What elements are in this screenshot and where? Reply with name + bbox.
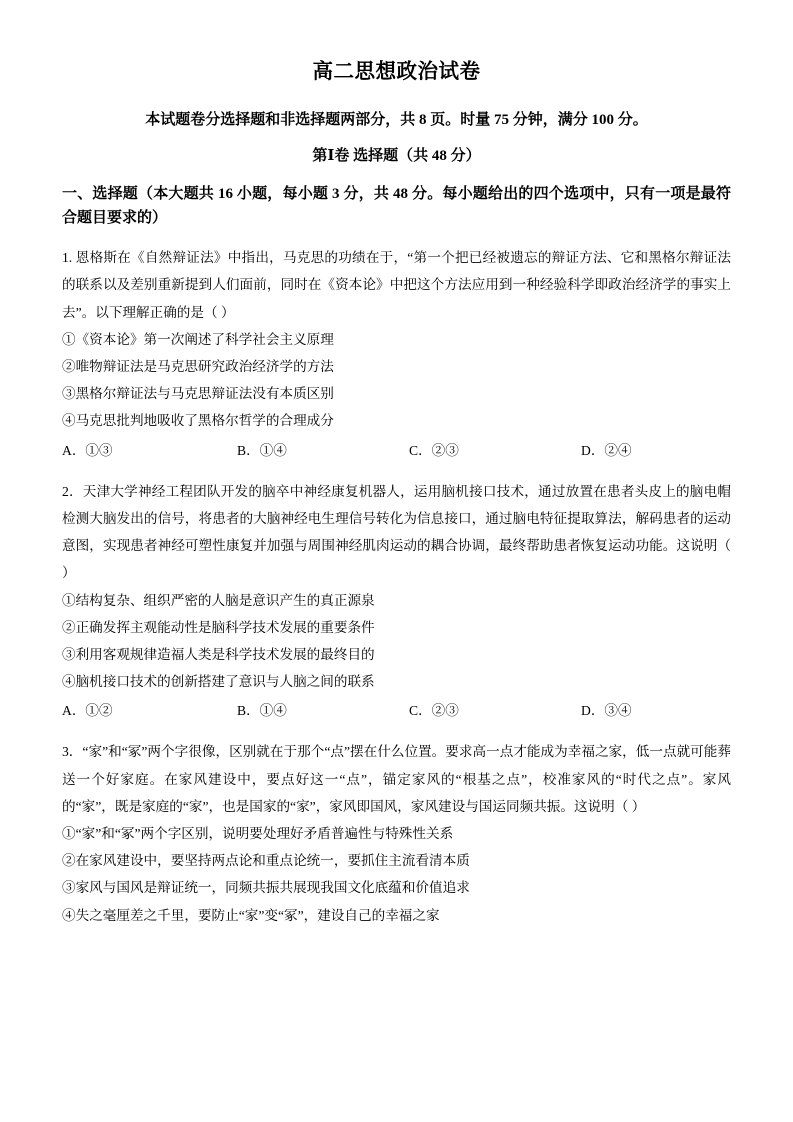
choice-c[interactable]: C．②③ bbox=[409, 703, 459, 719]
page-title: 高二思想政治试卷 bbox=[312, 61, 481, 83]
section-heading: 第Ⅰ卷 选择题（共 48 分） bbox=[312, 148, 481, 165]
question-1 bbox=[62, 244, 731, 464]
question-stem: 2．天津大学神经工程团队开发的脑卒中神经康复机器人，运用脑机接口技术，通过放置在患者头皮上的脑电帽检测大脑发出的信号，将患者的大脑神经电生理信号转化为信息接口，通过脑电特征提取算法，解码患者的运动意图，实现患者神经可塑性康复并加强与周围神经肌肉运动的耦合协调，最终帮助患者恢复运动功能。这说明（ ） bbox=[62, 483, 731, 581]
question-option: ④脑机接口技术的创新搭建了意识与人脑之间的联系 bbox=[62, 674, 375, 690]
question-option: ③黑格尔辩证法与马克思辩证法没有本质区别 bbox=[62, 386, 334, 402]
question-option: ③家风与国风是辩证统一，同频共振共展现我国文化底蕴和价值追求 bbox=[62, 880, 470, 896]
question-option: ②正确发挥主观能动性是脑科学技术发展的重要条件 bbox=[62, 619, 375, 635]
question-option: ②唯物辩证法是马克思研究政治经济学的方法 bbox=[62, 359, 334, 375]
exam-subtitle: 本试题卷分选择题和非选择题两部分，共 8 页。时量 75 分钟，满分 100 分。 bbox=[145, 111, 648, 128]
choice-b[interactable]: B．①④ bbox=[237, 703, 287, 719]
question-option: ①《资本论》第一次阐述了科学社会主义原理 bbox=[62, 331, 334, 347]
choice-d[interactable]: D．③④ bbox=[581, 703, 632, 719]
choice-b[interactable]: B．①④ bbox=[237, 442, 287, 458]
choice-c[interactable]: C．②③ bbox=[409, 442, 459, 458]
question-2 bbox=[62, 478, 731, 725]
question-stem: 1. 恩格斯在《自然辩证法》中指出，马克思的功绩在于，“第一个把已经被遗忘的辩证方法、它和黑格尔辩证法的联系以及差别重新提到人们面前，同时在《资本论》中把这个方法应用到一种经验科学即政治经济学的事实上去”。以下理解正确的是（ ） bbox=[62, 250, 731, 320]
question-option: ③利用客观规律造福人类是科学技术发展的最终目的 bbox=[62, 646, 375, 662]
question-option: ④失之毫厘差之千里，要防止“家”变“冢”，建设自己的幸福之家 bbox=[62, 907, 440, 923]
question-choices bbox=[62, 697, 731, 724]
question-stem: 3．“家”和“冢”两个字很像，区别就在于那个“点”摆在什么位置。要求高一点才能成为幸福之家，低一点就可能葬送一个好家庭。在家风建设中，要点好这一“点”，锚定家风的“根基之点”，校准家风的“时代之点”。家风的“家”，既是家庭的“家”，也是国家的“家”，家风即国风，家风建设与国运同频共振。这说明（ ） bbox=[62, 744, 731, 814]
question-option: ②在家风建设中，要坚持两点论和重点论统一，要抓住主流看清本质 bbox=[62, 853, 470, 869]
part-heading: 一、选择题（本大题共 16 小题，每小题 3 分，共 48 分。每小题给出的四个选项中，只有一项是最符合题目要求的） bbox=[62, 185, 731, 226]
choice-a[interactable]: A．①② bbox=[62, 703, 113, 719]
question-3 bbox=[62, 738, 731, 928]
choice-a[interactable]: A．①③ bbox=[62, 442, 113, 458]
choice-d[interactable]: D．②④ bbox=[581, 442, 632, 458]
question-option: ①结构复杂、组织严密的人脑是意识产生的真正源泉 bbox=[62, 592, 375, 608]
question-choices bbox=[62, 437, 731, 464]
question-option: ①“家”和“冢”两个字区别，说明要处理好矛盾普遍性与特殊性关系 bbox=[62, 826, 454, 842]
question-option: ④马克思批判地吸收了黑格尔哲学的合理成分 bbox=[62, 413, 334, 429]
